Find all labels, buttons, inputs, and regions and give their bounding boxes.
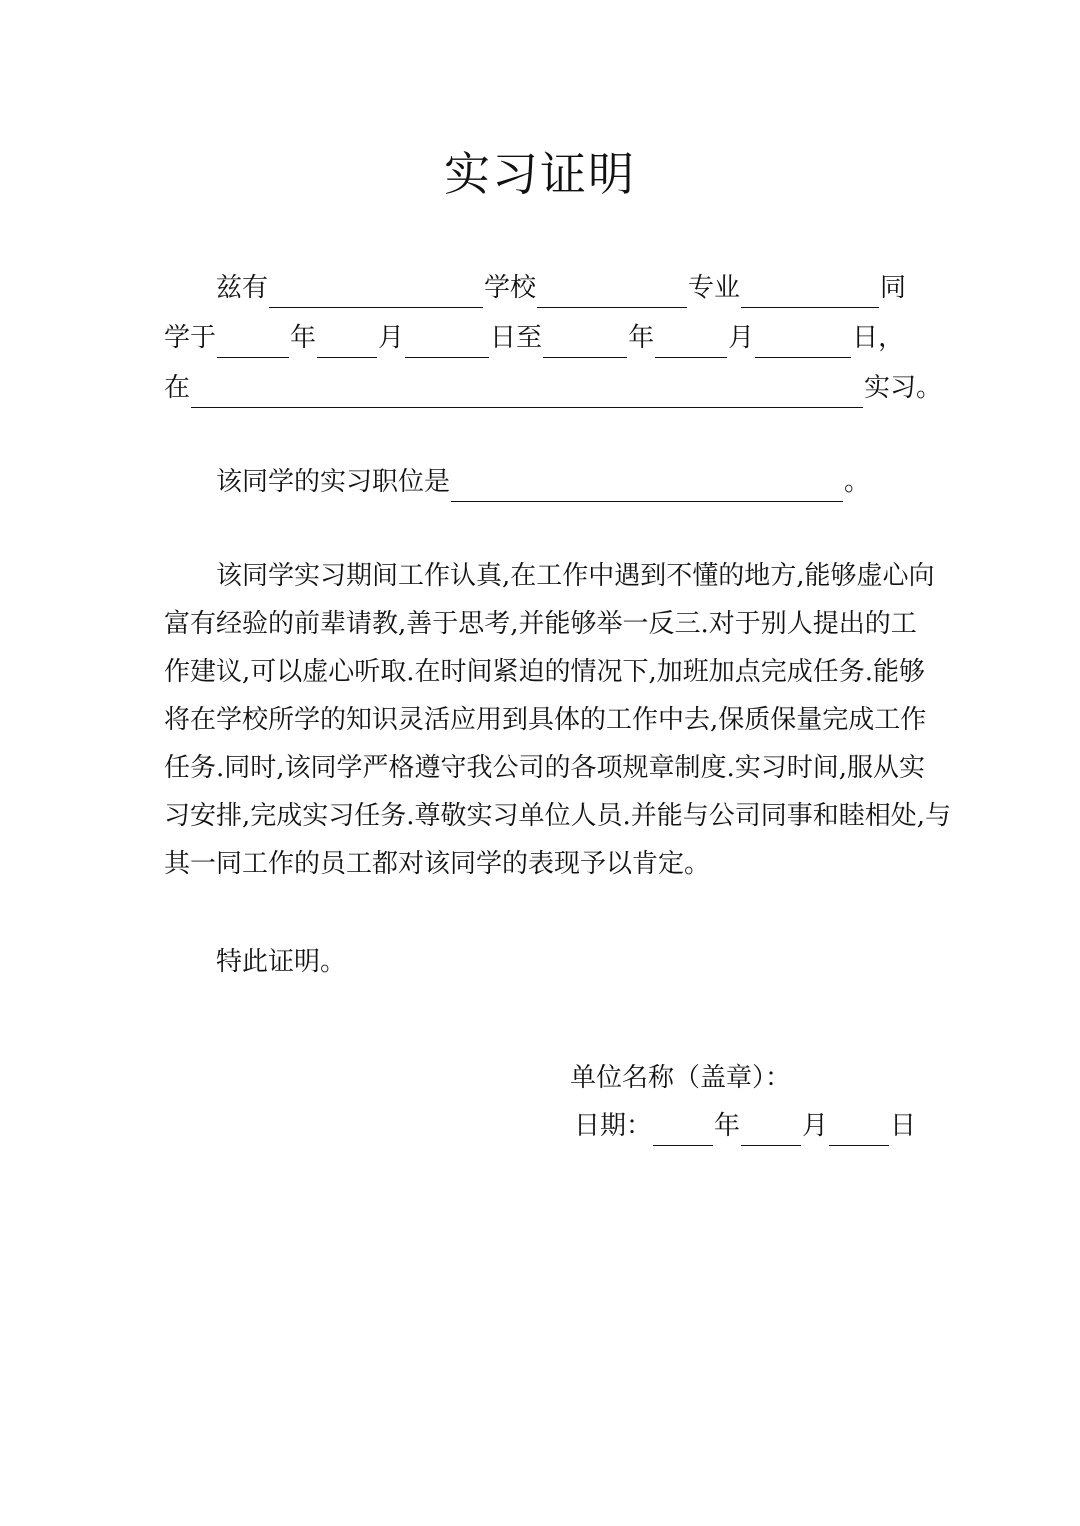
text: 同: [880, 273, 907, 303]
name-blank[interactable]: [269, 275, 483, 308]
text: 在: [164, 373, 191, 403]
text: 兹有: [216, 273, 269, 303]
intro-line-2: [164, 318, 904, 358]
school-blank[interactable]: [537, 275, 687, 308]
text: 日: [890, 1111, 917, 1141]
end-month-blank[interactable]: [655, 325, 727, 358]
sign-day-blank[interactable]: [829, 1113, 889, 1146]
document-title: 实习证明: [444, 147, 636, 201]
text: 专业: [688, 273, 741, 303]
intro-line-3: [164, 368, 942, 408]
unit-label: 单位名称（盖章）：: [570, 1063, 792, 1093]
sign-year-blank[interactable]: [653, 1113, 713, 1146]
text: 学于: [164, 323, 217, 353]
evaluation-line: 习安排,完成实习任务.尊敬实习单位人员.并能与公司同事和睦相处,与: [164, 801, 952, 831]
text: 年: [290, 323, 317, 353]
date-line: [574, 1106, 916, 1146]
text: 学校: [484, 273, 537, 303]
evaluation-line: 富有经验的前辈请教,善于思考,并能够举一反三.对于别人提出的工: [164, 609, 917, 639]
text: 月: [728, 323, 755, 353]
text: 年: [714, 1111, 741, 1141]
evaluation-line: 该同学实习期间工作认真,在工作中遇到不懂的地方,能够虚心向: [216, 561, 935, 591]
text: 日至: [490, 323, 543, 353]
closing-text: 特此证明。: [216, 947, 347, 977]
date-label: 日期：: [574, 1111, 653, 1141]
position-blank[interactable]: [451, 469, 843, 502]
text: 。: [844, 467, 871, 497]
intro-line-1: [164, 268, 906, 308]
position-label: 该同学的实习职位是: [216, 467, 451, 497]
evaluation-line: 其一同工作的员工都对该同学的表现予以肯定。: [164, 849, 711, 879]
position-line: [164, 462, 870, 502]
major-blank[interactable]: [741, 275, 879, 308]
text: 月: [802, 1111, 829, 1141]
start-day-blank[interactable]: [405, 325, 489, 358]
end-day-blank[interactable]: [755, 325, 851, 358]
company-blank[interactable]: [191, 375, 863, 408]
start-year-blank[interactable]: [217, 325, 289, 358]
text: 实习。: [864, 373, 943, 403]
unit-name-line: [570, 1058, 791, 1098]
evaluation-line: 将在学校所学的知识灵活应用到具体的工作中去,保质保量完成工作: [164, 705, 927, 735]
evaluation-line: 作建议,可以虚心听取.在时间紧迫的情况下,加班加点完成任务.能够: [164, 657, 926, 687]
end-year-blank[interactable]: [543, 325, 627, 358]
text: 年: [628, 323, 655, 353]
start-month-blank[interactable]: [317, 325, 377, 358]
text: 日，: [852, 323, 905, 353]
evaluation-line: 任务.同时,该同学严格遵守我公司的各项规章制度.实习时间,服从实: [164, 753, 926, 783]
sign-month-blank[interactable]: [741, 1113, 801, 1146]
text: 月: [378, 323, 405, 353]
